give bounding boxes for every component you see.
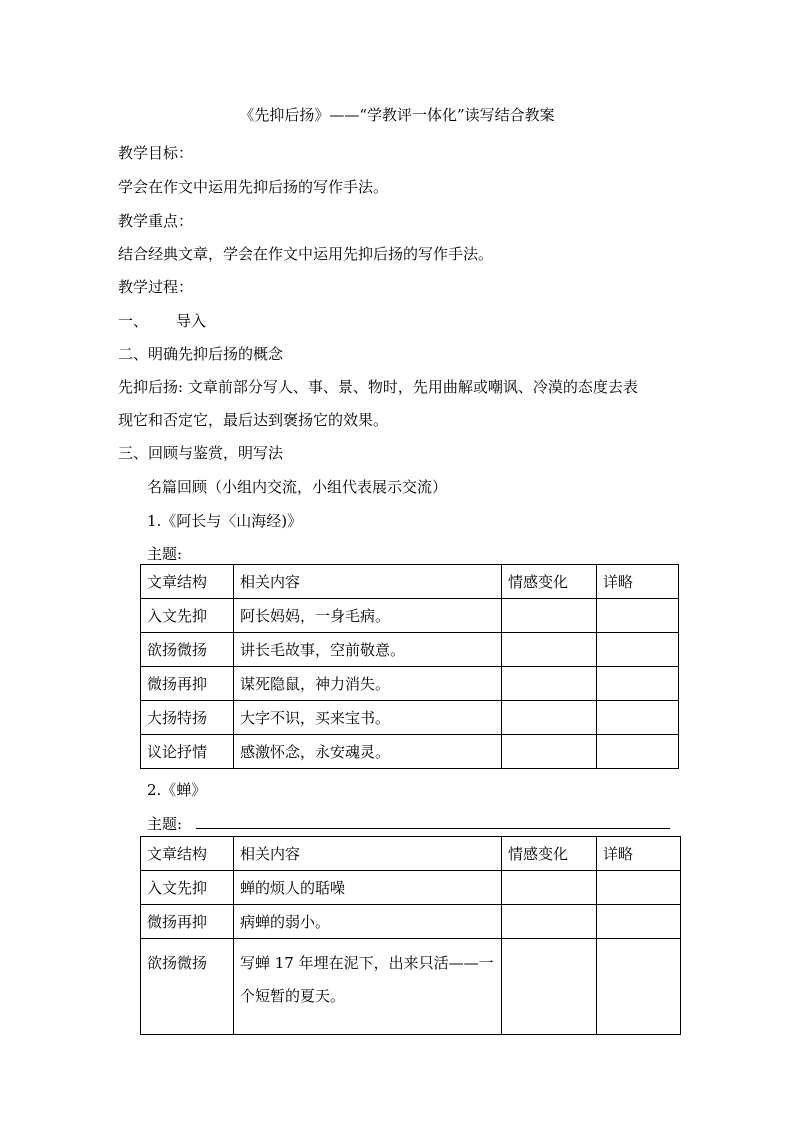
- document-title: 《先抑后扬》——“学教评一体化”读写结合教案: [239, 106, 555, 124]
- emotion-cell[interactable]: [502, 633, 597, 667]
- table-row: [141, 905, 681, 939]
- structure-cell: 欲扬微扬: [141, 633, 234, 667]
- piece-2-subject-label: 主题:: [147, 815, 183, 833]
- table-row: [141, 871, 681, 905]
- emotion-cell[interactable]: [502, 735, 597, 769]
- structure-cell: 议论抒情: [141, 735, 234, 769]
- content-cell: 感激怀念，永安魂灵。: [234, 735, 502, 769]
- content-cell: 阿长妈妈，一身毛病。: [234, 599, 502, 633]
- structure-cell: 微扬再抑: [141, 667, 234, 701]
- emotion-cell[interactable]: [502, 599, 597, 633]
- table-row: [141, 633, 679, 667]
- content-cell: 病蝉的弱小。: [234, 905, 502, 939]
- review-intro: 名篇回顾（小组内交流，小组代表展示交流）: [147, 478, 448, 496]
- focus-label: 教学重点：: [118, 212, 194, 230]
- table-row: [141, 599, 679, 633]
- section-1-number: 一、: [118, 312, 149, 330]
- emotion-cell[interactable]: [502, 701, 597, 735]
- header-cell: 详略: [597, 837, 681, 871]
- content-cell: 写蝉 17 年埋在泥下，出来只活——一个短暂的夏天。: [234, 939, 502, 1035]
- detail-cell[interactable]: [597, 667, 679, 701]
- header-cell: 情感变化: [502, 837, 597, 871]
- piece-2-table: [140, 836, 681, 1035]
- section-1-text: 导入: [176, 312, 207, 330]
- emotion-cell[interactable]: [502, 905, 597, 939]
- process-label: 教学过程：: [118, 278, 194, 296]
- table-row: [141, 667, 679, 701]
- piece-1-table: [140, 564, 679, 769]
- piece-1-subject-label: 主题:: [147, 545, 183, 563]
- detail-cell[interactable]: [597, 871, 681, 905]
- detail-cell[interactable]: [597, 701, 679, 735]
- table-row: [141, 701, 679, 735]
- structure-cell: 欲扬微扬: [141, 939, 234, 1035]
- table-row: [141, 735, 679, 769]
- definition-line-1: 先抑后扬: 文章前部分写人、事、景、物时，先用曲解或嘲讽、冷漠的态度去表: [118, 378, 638, 396]
- table-header-row: [141, 565, 679, 599]
- section-2-heading: 二、明确先抑后扬的概念: [118, 345, 284, 363]
- emotion-cell[interactable]: [502, 939, 597, 1035]
- piece-2-heading: 2.《蝉》: [147, 781, 207, 799]
- focus-text: 结合经典文章，学会在作文中运用先抑后扬的写作手法。: [118, 245, 494, 263]
- emotion-cell[interactable]: [502, 871, 597, 905]
- table-row: [141, 939, 681, 1035]
- header-cell: 相关内容: [234, 837, 502, 871]
- emotion-cell[interactable]: [502, 667, 597, 701]
- structure-cell: 入文先抑: [141, 871, 234, 905]
- content-cell: 谋死隐鼠，神力消失。: [234, 667, 502, 701]
- header-cell: 文章结构: [141, 837, 234, 871]
- structure-cell: 大扬特扬: [141, 701, 234, 735]
- header-cell: 情感变化: [502, 565, 597, 599]
- content-cell: 讲长毛故事，空前敬意。: [234, 633, 502, 667]
- goal-label: 教学目标：: [118, 144, 194, 162]
- header-cell: 文章结构: [141, 565, 234, 599]
- structure-cell: 微扬再抑: [141, 905, 234, 939]
- piece-2-subject-blank[interactable]: [196, 828, 670, 829]
- structure-cell: 入文先抑: [141, 599, 234, 633]
- header-cell: 详略: [597, 565, 679, 599]
- goal-text: 学会在作文中运用先抑后扬的写作手法。: [118, 178, 389, 196]
- detail-cell[interactable]: [597, 905, 681, 939]
- piece-1-heading: 1.《阿长与〈山海经)》: [147, 512, 303, 530]
- section-1-heading: [118, 310, 206, 331]
- header-cell: 相关内容: [234, 565, 502, 599]
- table-header-row: [141, 837, 681, 871]
- section-3-heading: 三、回顾与鉴赏，明写法: [118, 444, 284, 462]
- content-cell: 蝉的烦人的聒噪: [234, 871, 502, 905]
- definition-line-2: 现它和否定它，最后达到褒扬它的效果。: [118, 411, 389, 429]
- detail-cell[interactable]: [597, 735, 679, 769]
- detail-cell[interactable]: [597, 599, 679, 633]
- content-cell: 大字不识，买来宝书。: [234, 701, 502, 735]
- detail-cell[interactable]: [597, 939, 681, 1035]
- detail-cell[interactable]: [597, 633, 679, 667]
